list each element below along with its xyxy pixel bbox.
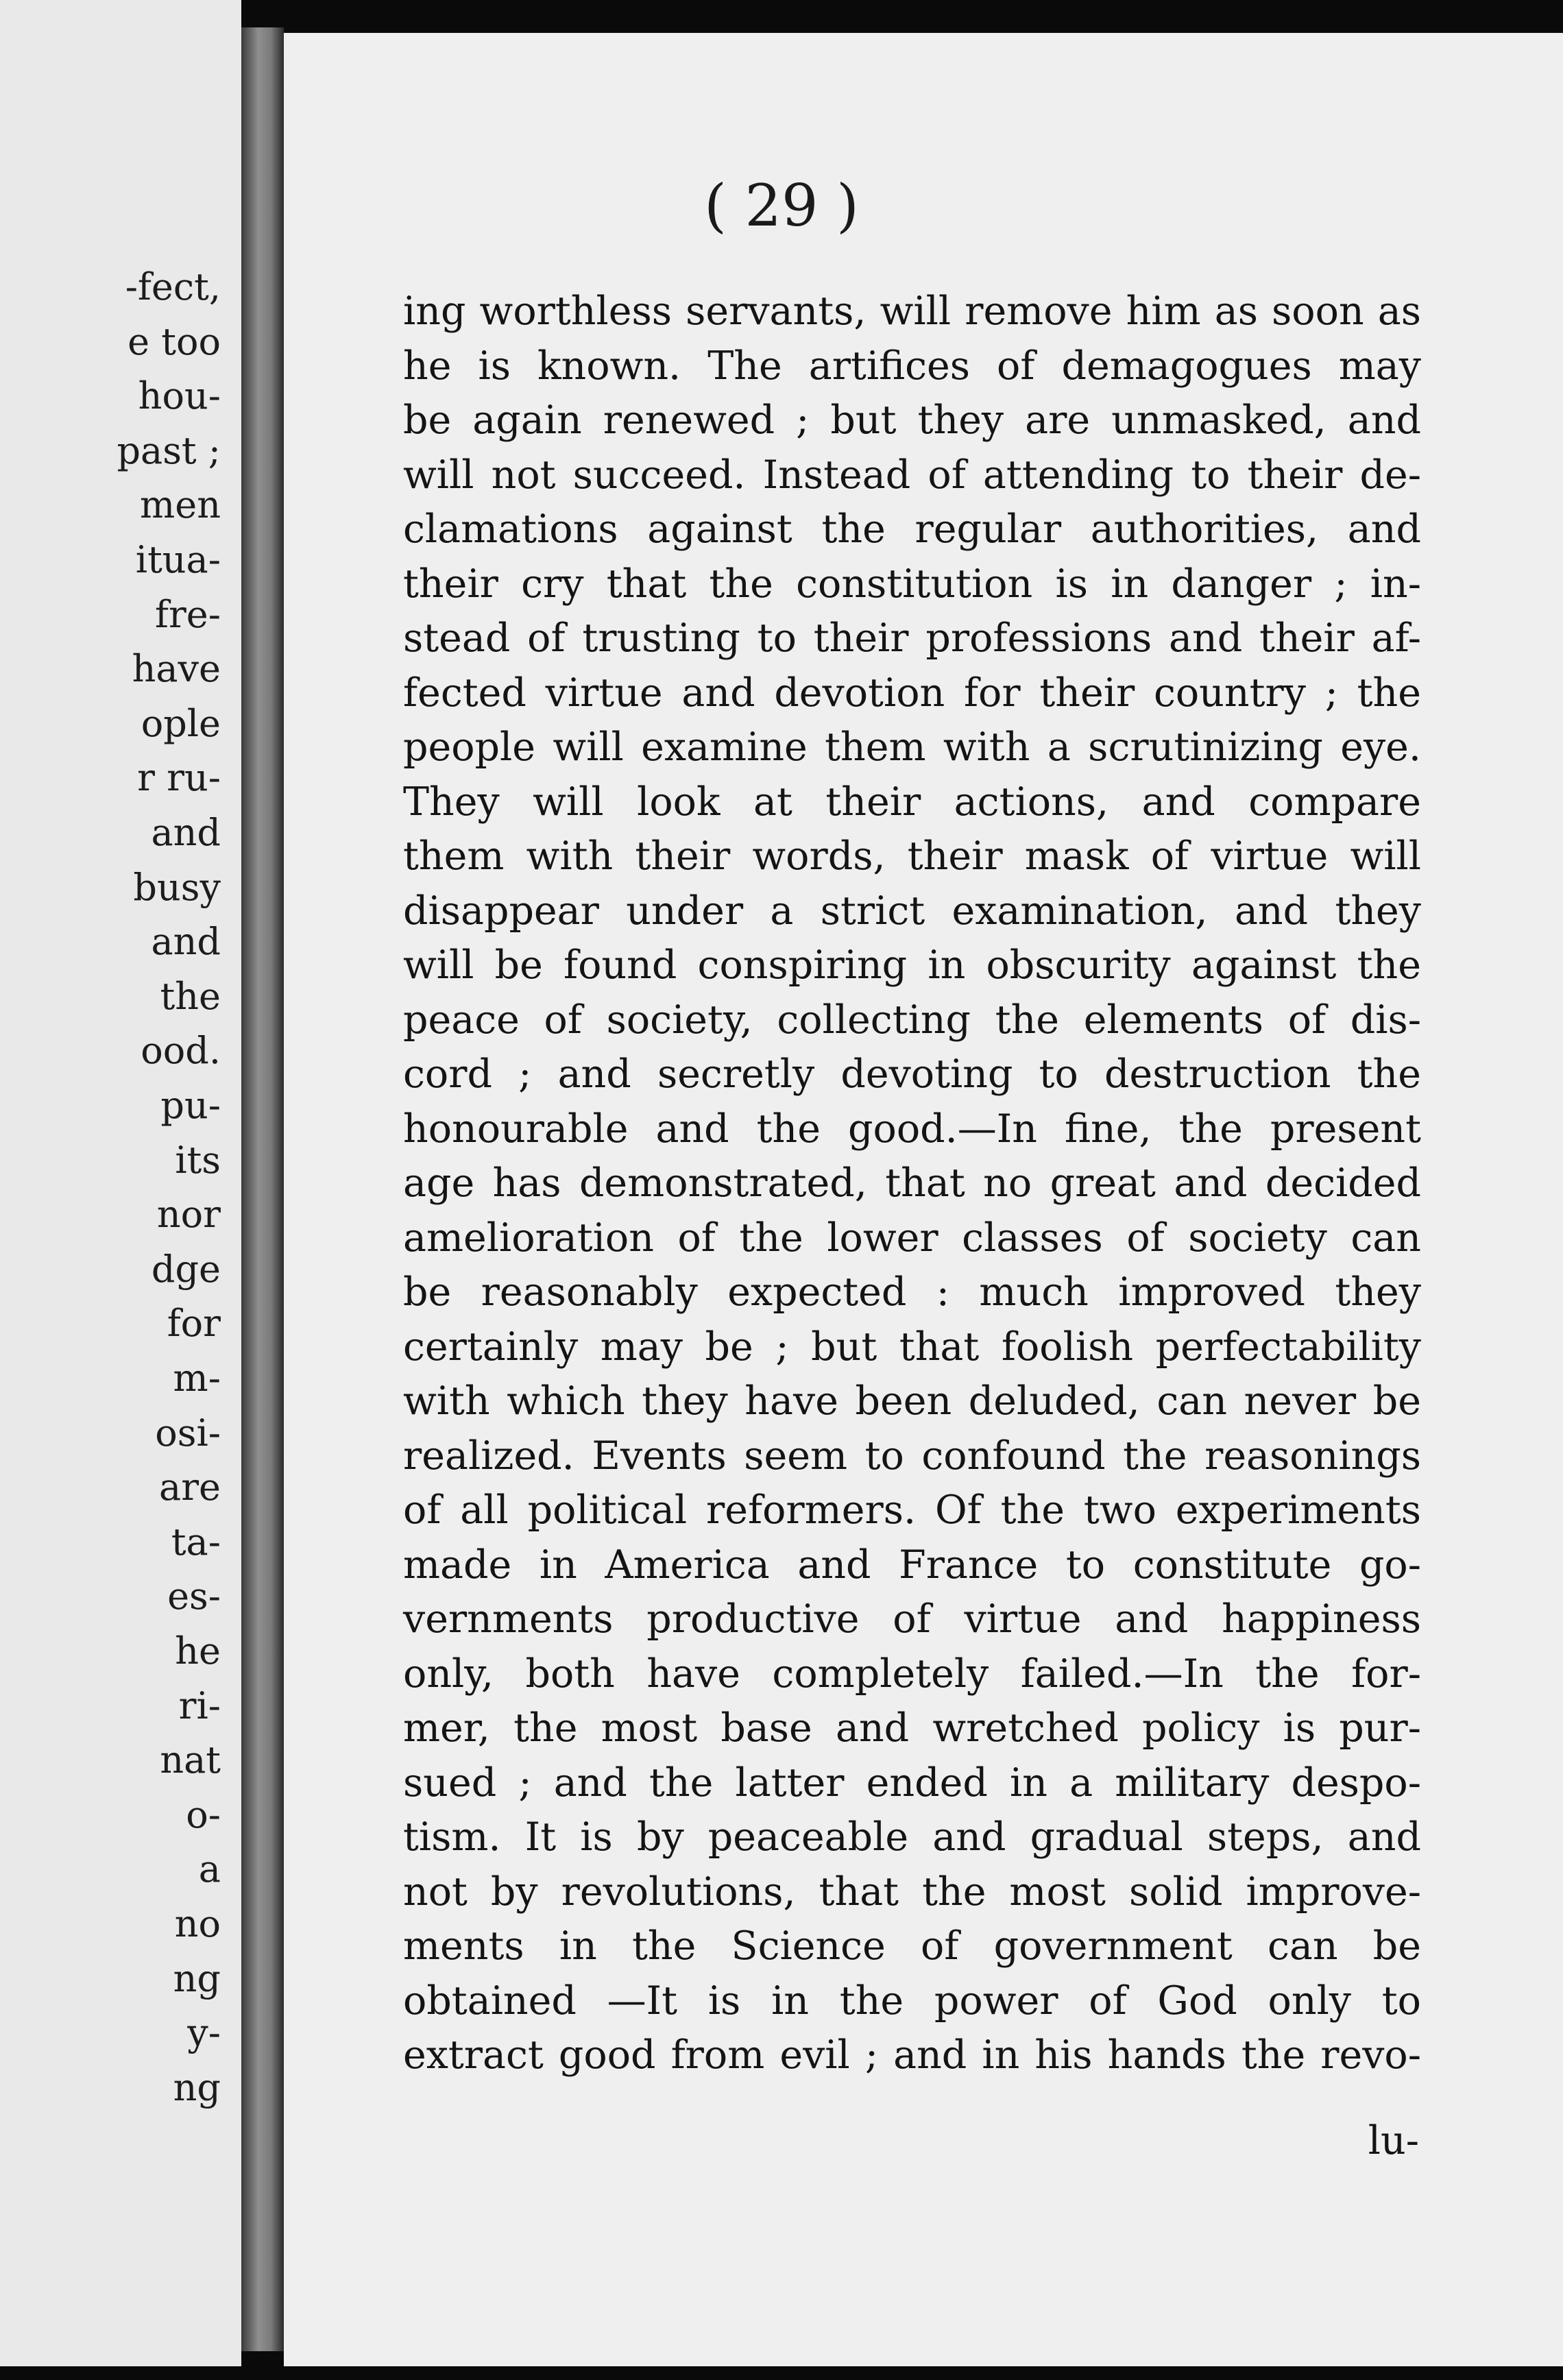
facing-page-fragment: pu- — [160, 1084, 221, 1127]
text-line: will be found conspiring in obscurity against the — [403, 943, 1421, 988]
scan-border — [0, 2366, 1563, 2380]
text-line: of all political reformers. Of the two experiments — [403, 1487, 1421, 1533]
book-gutter — [241, 27, 284, 2351]
facing-page-fragment: dge — [151, 1248, 221, 1291]
text-line: honourable and the good.—In fine, the present — [403, 1106, 1421, 1152]
text-line: obtained —It is in the power of God only to — [403, 1978, 1421, 2024]
facing-page-fragment: ng — [173, 1957, 221, 2000]
text-line: stead of trusting to their professions and their af- — [403, 616, 1421, 661]
text-line: disappear under a strict examination, and they — [403, 888, 1421, 934]
catchword: lu- — [1368, 2118, 1419, 2163]
text-line: only, both have completely failed.—In the for- — [403, 1651, 1421, 1697]
text-line: mer, the most base and wretched policy is pur- — [403, 1705, 1421, 1751]
text-line: certainly may be ; but that foolish perfectability — [403, 1324, 1421, 1370]
text-line: cord ; and secretly devoting to destruction the — [403, 1052, 1421, 1097]
facing-page-fragment: e too — [128, 320, 221, 363]
facing-page-fragment: ri- — [178, 1684, 221, 1727]
facing-page-fragment: m- — [173, 1357, 221, 1400]
facing-page-fragment: es- — [167, 1575, 221, 1618]
facing-page-fragment: its — [175, 1139, 221, 1182]
facing-page-fragment: -fect, — [125, 265, 221, 308]
text-line: tism. It is by peaceable and gradual steps, and — [403, 1814, 1421, 1860]
facing-page-fragment: itua- — [135, 538, 221, 581]
text-line: not by revolutions, that the most solid improve- — [403, 1869, 1421, 1915]
text-line: extract good from evil ; and in his hands the revo- — [403, 2032, 1421, 2078]
text-line: made in America and France to constitute go- — [403, 1542, 1421, 1588]
facing-page-edge — [0, 0, 241, 2380]
text-line: people will examine them with a scrutinizing eye. — [403, 725, 1421, 770]
facing-page-fragment: nat — [160, 1738, 221, 1782]
facing-page-fragment: o- — [186, 1793, 221, 1836]
text-line: be reasonably expected : much improved they — [403, 1270, 1421, 1315]
text-line: They will look at their actions, and compare — [403, 779, 1421, 825]
text-line: will not succeed. Instead of attending to their de- — [403, 452, 1421, 498]
facing-page-fragment: r ru- — [137, 756, 221, 799]
text-line: realized. Events seem to confound the reasonings — [403, 1433, 1421, 1479]
text-line: he is known. The artifices of demagogues may — [403, 343, 1421, 389]
text-line: be again renewed ; but they are unmasked, and — [403, 398, 1421, 443]
facing-page-fragment: a — [198, 1847, 221, 1891]
text-line: sued ; and the latter ended in a military despo- — [403, 1760, 1421, 1806]
facing-page-fragment: ood. — [141, 1029, 221, 1072]
facing-page-fragment: osi- — [155, 1411, 221, 1455]
facing-page-fragment: the — [160, 975, 221, 1018]
facing-page-fragment: ople — [141, 702, 221, 745]
page-number: ( 29 ) — [704, 172, 859, 239]
facing-page-fragment: ng — [173, 2066, 221, 2109]
text-line: clamations against the regular authorities, and — [403, 507, 1421, 552]
facing-page-fragment: men — [140, 483, 221, 526]
text-line: ments in the Science of government can be — [403, 1923, 1421, 1969]
text-line: their cry that the constitution is in danger ; in- — [403, 561, 1421, 607]
facing-page-fragment: for — [167, 1302, 221, 1345]
facing-page-fragment: past ; — [117, 429, 221, 472]
facing-page-fragment: nor — [156, 1193, 221, 1236]
page-body-text — [403, 284, 1421, 2083]
text-line: them with their words, their mask of virtue will — [403, 834, 1421, 879]
facing-page-fragment: busy — [133, 866, 221, 909]
text-line: ing worthless servants, will remove him as soon as — [403, 289, 1421, 334]
text-line: peace of society, collecting the elements of dis- — [403, 997, 1421, 1043]
text-line: amelioration of the lower classes of society can — [403, 1215, 1421, 1261]
text-line: with which they have been deluded, can never be — [403, 1379, 1421, 1424]
text-line: fected virtue and devotion for their country ; the — [403, 670, 1421, 716]
facing-page-fragment: fre- — [154, 593, 221, 636]
facing-page-fragment: have — [132, 647, 221, 690]
facing-page-fragment: are — [159, 1466, 221, 1509]
facing-page-fragment: and — [151, 920, 221, 963]
facing-page-fragment: he — [175, 1629, 221, 1673]
facing-page-fragment: y- — [187, 2011, 221, 2054]
text-line: age has demonstrated, that no great and decided — [403, 1161, 1421, 1206]
facing-page-fragment: no — [174, 1902, 221, 1945]
facing-page-fragment: ta- — [171, 1520, 221, 1564]
facing-page-fragment: and — [151, 811, 221, 854]
facing-page-fragment: hou- — [138, 374, 221, 417]
text-line: vernments productive of virtue and happiness — [403, 1596, 1421, 1642]
